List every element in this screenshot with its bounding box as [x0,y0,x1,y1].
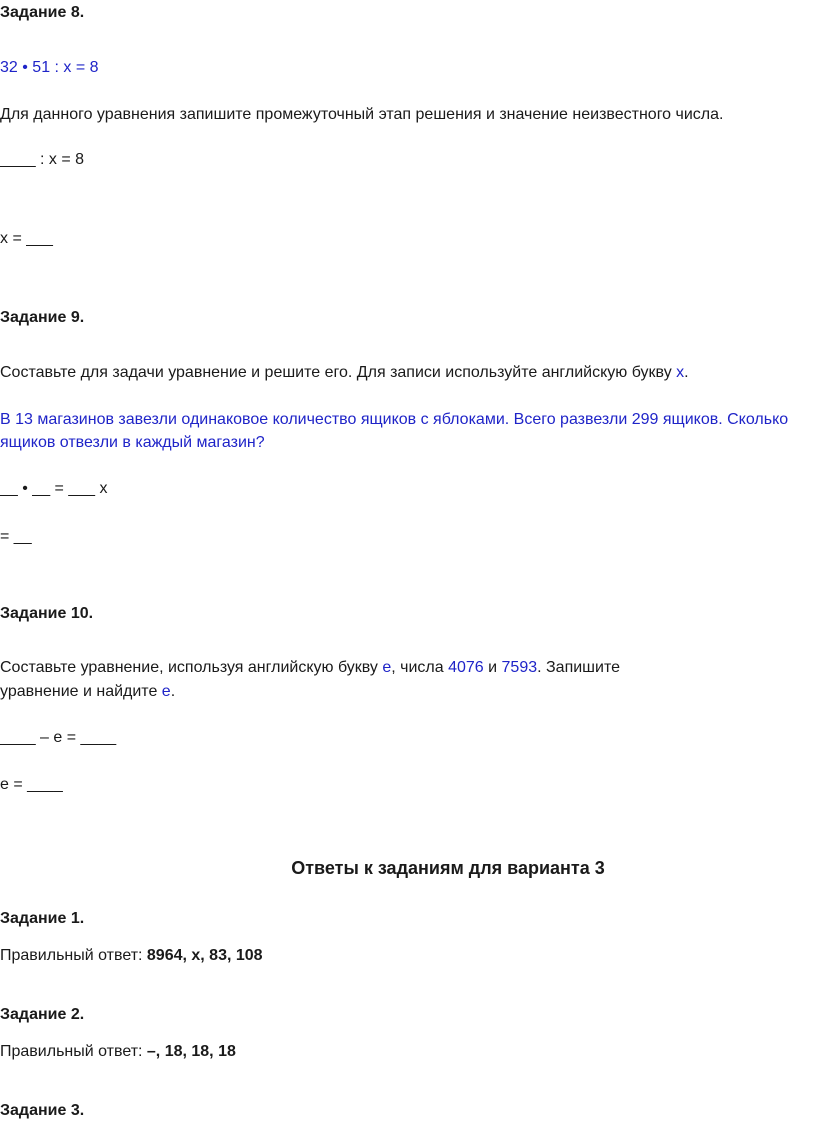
answer1-line [0,946,263,966]
task10-text6: . [170,683,176,700]
task10-instruction-line2 [0,682,175,702]
task8-heading: Задание 8. [0,4,85,21]
task10-variable2: е [161,683,171,700]
task10-text4: . Запишите [537,659,620,676]
task9-variable: x [676,364,685,381]
answer2-label: Правильный ответ: [0,1043,147,1060]
task9-heading: Задание 9. [0,309,85,326]
task10-text5: уравнение и найдите [0,683,162,700]
task9-instruction [0,363,689,383]
task10-variable: е [382,659,392,676]
task9-blank-equation: __ • __ = ___ x [0,480,108,497]
task9-problem: В 13 магазинов завезли одинаковое количество ящиков с яблоками. Всего развезли 299 ящиков. Сколько ящиков отвезли в каждый магазин? [0,411,789,451]
task9-blank-answer: = __ [0,528,32,545]
task10-blank-equation: ____ – е = ____ [0,729,117,746]
answer2-value: –, 18, 18, 18 [146,1043,236,1060]
answers-title: Ответы к заданиям для варианта 3 [291,858,605,878]
answer1-value: 8964, x, 83, 108 [146,947,263,964]
task10-number1: 4076 [448,659,484,676]
task8-equation: 32 • 51 : x = 8 [0,59,99,76]
task10-number2: 7593 [501,659,538,676]
task10-text2: , числа [391,659,449,676]
task8-blank-answer: x = ___ [0,230,53,247]
answer2-heading: Задание 2. [0,1006,85,1023]
task8-blank-intermediate: ____ : x = 8 [0,151,85,168]
answer1-label: Правильный ответ: [0,947,147,964]
task10-blank-answer: е = ____ [0,776,63,793]
task10-heading: Задание 10. [0,605,94,622]
task9-instruction-text: Составьте для задачи уравнение и решите его. Для записи используйте английскую букву [0,364,677,381]
task10-text1: Составьте уравнение, используя английскую букву [0,659,383,676]
task9-instruction-end: . [684,364,689,381]
task8-instruction: Для данного уравнения запишите промежуточный этап решения и значение неизвестного числа. [0,106,724,123]
task10-instruction-line1 [0,658,620,678]
answer1-heading: Задание 1. [0,910,85,927]
answer3-heading: Задание 3. [0,1102,85,1119]
answer2-line [0,1042,236,1062]
task10-text3: и [483,659,502,676]
